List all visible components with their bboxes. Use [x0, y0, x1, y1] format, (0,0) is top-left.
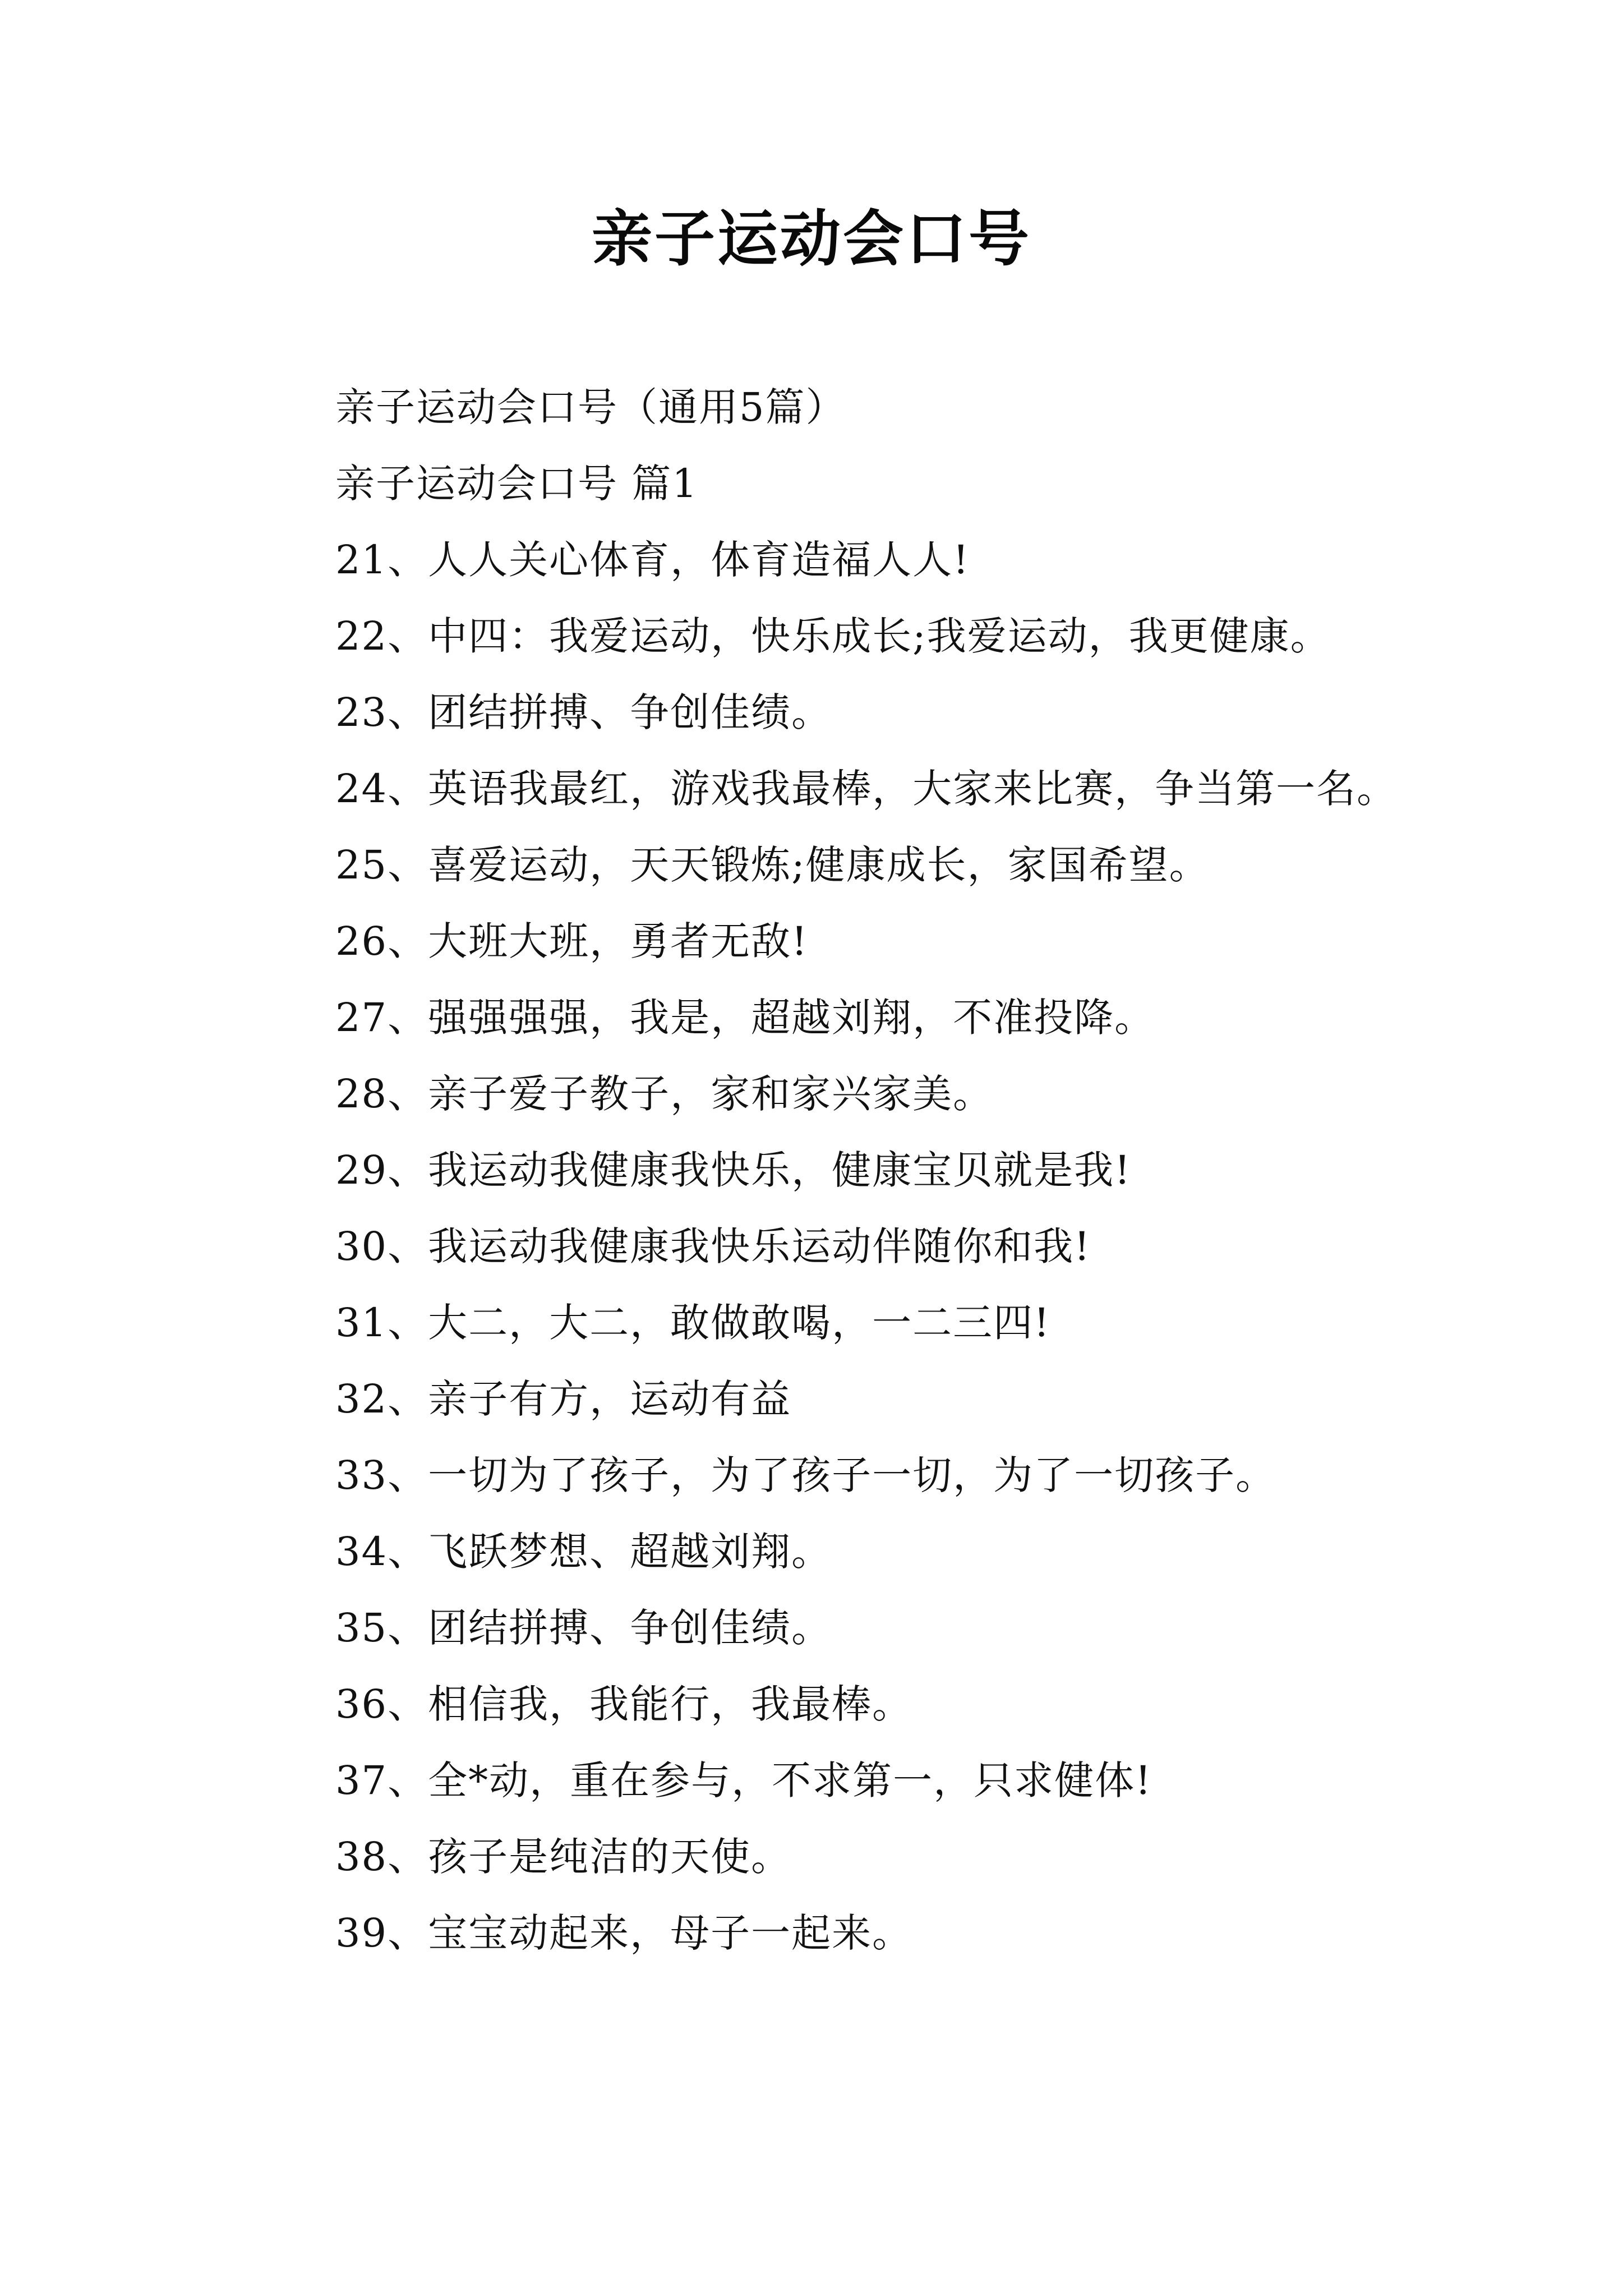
- paragraph: 亲子运动会口号 篇1: [335, 461, 698, 507]
- slogan-item: 23、团结拼搏、争创佳绩。: [335, 689, 832, 735]
- slogan-item: 33、一切为了孩子，为了孩子一切，为了一切孩子。: [335, 1452, 1276, 1498]
- slogan-item: 35、团结拼搏、争创佳绩。: [335, 1605, 832, 1651]
- slogan-item: 31、大二，大二，敢做敢喝，一二三四!: [335, 1300, 1051, 1346]
- slogan-item: 27、强强强强，我是，超越刘翔，不准投降。: [335, 995, 1155, 1041]
- slogan-item: 25、喜爱运动，天天锻炼;健康成长，家国希望。: [335, 842, 1210, 888]
- slogan-item: 21、人人关心体育，体育造福人人!: [335, 537, 970, 583]
- slogan-item: 37、全*动，重在参与，不求第一，只求健体!: [335, 1757, 1152, 1803]
- slogan-item: 39、宝宝动起来，母子一起来。: [335, 1910, 913, 1956]
- slogan-item: 36、相信我，我能行，我最棒。: [335, 1681, 913, 1727]
- document-body: [248, 369, 1437, 1971]
- slogan-item: 28、亲子爱子教子，家和家兴家美。: [335, 1071, 994, 1117]
- document-title: 亲子运动会口号: [591, 204, 1031, 274]
- paragraph: 亲子运动会口号（通用5篇）: [335, 384, 846, 430]
- slogan-item: 22、中四：我爱运动，快乐成长;我爱运动，我更健康。: [335, 613, 1331, 659]
- slogan-item: 29、我运动我健康我快乐，健康宝贝就是我!: [335, 1147, 1132, 1193]
- slogan-item: 34、飞跃梦想、超越刘翔。: [335, 1529, 832, 1575]
- slogan-item: 38、孩子是纯洁的天使。: [335, 1834, 792, 1880]
- slogan-item: 24、英语我最红，游戏我最棒，大家来比赛，争当第一名。: [335, 766, 1398, 812]
- slogan-item: 26、大班大班，勇者无敌!: [335, 918, 809, 964]
- slogan-item: 30、我运动我健康我快乐运动伴随你和我!: [335, 1223, 1091, 1269]
- slogan-item: 32、亲子有方，运动有益: [335, 1376, 792, 1422]
